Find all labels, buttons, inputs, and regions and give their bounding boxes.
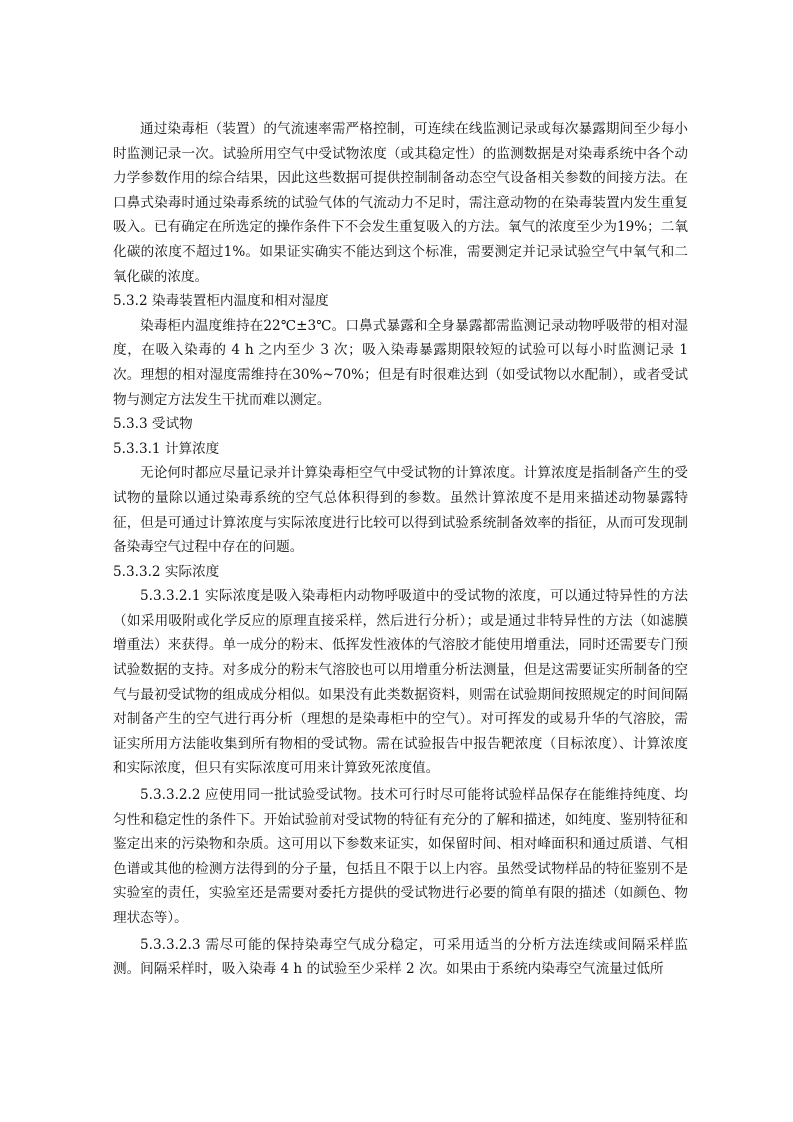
section-heading-5-3-3-1: 5.3.3.1 计算浓度 xyxy=(113,440,220,457)
paragraph-5-3-3-2-1: 5.3.3.2.1 实际浓度是吸入染毒柜内动物呼吸道中的受试物的浓度，可以通过特异性的方法（如采用吸附或化学反应的原理直接采样，然后进行分析）；或是通过非特异性的方法（如滤膜增重法）来获得。单一成分的粉末、低挥发性液体的气溶胶才能使用增重法，同时还需要专门预试验数据的支持。对多成分的粉末气溶胶也可以用增重分析法测量，但是这需要证实所制备的空气与最初受试物的组成成分相似。如果没有此类数据资料，则需在试验期间按照规定的时间间隔对制备产生的空气进行再分析（理想的是染毒柜中的空气）。对可挥发的或易升华的气溶胶，需证实所用方法能收集到所有物相的受试物。需在试验报告中报告靶浓度（目标浓度）、计算浓度和实际浓度，但只有实际浓度可用来计算致死浓度值。 xyxy=(113,588,688,777)
paragraph-5-3-3-2-3: 5.3.3.2.3 需尽可能的保持染毒空气成分稳定，可采用适当的分析方法连续或间隔采样监测。间隔采样时，吸入染毒 4 h 的试验至少采样 2 次。如果由于系统内染毒空气流量过低所 xyxy=(113,936,688,978)
paragraph-calculated-concentration: 无论何时都应尽量记录并计算染毒柜空气中受试物的计算浓度。计算浓度是指制备产生的受试物的量除以通过染毒系统的空气总体积得到的参数。虽然计算浓度不是用来描述动物暴露特征，但是可通过计算浓度与实际浓度进行比较可以得到试验系统制备效率的指征，从而可发现制备染毒空气过程中存在的问题。 xyxy=(113,465,688,556)
paragraph-5-3-3-2-2: 5.3.3.2.2 应使用同一批试验受试物。技术可行时尽可能将试验样品保存在能维持纯度、均匀性和稳定性的条件下。开始试验前对受试物的特征有充分的了解和描述，如纯度、鉴别特征和鉴定出来的污染物和杂质。这可用以下参数来证实，如保留时间、相对峰面积和通过质谱、气相色谱或其他的检测方法得到的分子量，包括且不限于以上内容。虽然受试物样品的特征鉴别不是实验室的责任，实验室还是需要对委托方提供的受试物进行必要的简单有限的描述（如颜色、物理状态等）。 xyxy=(113,787,688,926)
document-body xyxy=(113,117,688,982)
section-heading-5-3-3-2: 5.3.3.2 实际浓度 xyxy=(113,563,220,580)
paragraph-airflow-monitoring: 通过染毒柜（装置）的气流速率需严格控制，可连续在线监测记录或每次暴露期间至少每小时监测记录一次。试验所用空气中受试物浓度（或其稳定性）的监测数据是对染毒系统中各个动力学参数作用的综合结果，因此这些数据可提供控制制备动态空气设备相关参数的间接方法。在口鼻式染毒时通过染毒系统的试验气体的气流动力不足时，需注意动物的在染毒装置内发生重复吸入。已有确定在所选定的操作条件下不会发生重复吸入的方法。氧气的浓度至少为19%；二氧化碳的浓度不超过1%。如果证实确实不能达到这个标准，需要测定并记录试验空气中氧气和二氧化碳的浓度。 xyxy=(113,121,688,285)
section-heading-5-3-2: 5.3.2 染毒装置柜内温度和相对湿度 xyxy=(113,293,329,310)
paragraph-temperature-humidity: 染毒柜内温度维持在22℃±3℃。口鼻式暴露和全身暴露都需监测记录动物呼吸带的相对湿度，在吸入染毒的 4 h 之内至少 3 次；吸入染毒暴露期限较短的试验可以每小时监测记录 1 次。理想的相对湿度需维持在30%~70%；但是有时很难达到（如受试物以水配制），或者受试物与测定方法发生干扰而难以测定。 xyxy=(113,317,688,408)
section-heading-5-3-3: 5.3.3 受试物 xyxy=(113,416,193,433)
